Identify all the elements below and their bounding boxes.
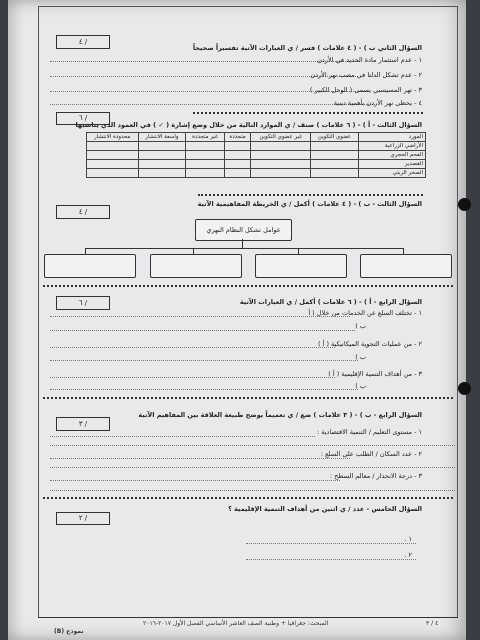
q4a-item: ب ) (355, 322, 366, 330)
section-separator (43, 497, 453, 499)
check-cell[interactable] (224, 160, 251, 169)
check-cell[interactable] (251, 151, 311, 160)
connector-line (242, 239, 243, 248)
punch-hole (458, 198, 471, 211)
table-header: المورد (359, 133, 426, 142)
q2b-item: ٢ - عدم تشكل الدلتا في مصب نهر الأردن (310, 71, 422, 79)
table-row (87, 151, 426, 160)
table-row (87, 160, 426, 169)
q4a-title: السؤال الرابع - أ ) - ( ٦ علامات ) أكمل / ي العبارات الآتية (239, 298, 422, 306)
check-cell[interactable] (311, 151, 359, 160)
table-header: متجددة (224, 133, 251, 142)
check-cell[interactable] (87, 142, 139, 151)
answer-line (50, 490, 455, 491)
check-cell[interactable] (186, 142, 224, 151)
section-separator (198, 194, 423, 196)
q4a-item: ب ) (355, 382, 366, 390)
q2b-title: السؤال الثاني ب ) - ( ٤ علامات ) فسر / ي العبارات الآتية تفسيراً صحيحاً (192, 44, 422, 52)
table-header: غير متجددة (186, 133, 224, 142)
check-cell[interactable] (311, 169, 359, 178)
q4a-item: ١ - تختلف السلع عن الخدمات من خلال ( أ (308, 309, 422, 317)
page-number: ٤ / ٣ (426, 620, 439, 627)
table-row (87, 169, 426, 178)
check-cell[interactable] (251, 160, 311, 169)
q5-title: السؤال الخامس - عدد / ي اثنين من أهداف التنمية الإقليمية ؟ (228, 505, 422, 513)
resource-label: الأراضي الزراعية (359, 142, 426, 151)
answer-line (50, 480, 340, 481)
footer-rule (38, 617, 458, 618)
answer-line (50, 61, 360, 62)
check-cell[interactable] (138, 160, 186, 169)
footer-info: المبحث: جغرافيا + وطنية الصف العاشر الأساسي الفصل الأول ٢٠١٧-٢٠١٦ (143, 620, 329, 627)
q4b-title: السؤال الرابع - ب ) - ( ٣ علامات ) ضع / ي تعميماً يوضح طبيعة العلاقة بين المفاهيم الآتية (138, 411, 422, 419)
check-cell[interactable] (224, 151, 251, 160)
table-row (87, 142, 426, 151)
section-separator (43, 285, 453, 287)
answer-line (50, 347, 335, 348)
exam-sheet (8, 0, 466, 640)
q4b-item: ٢ - عدد السكان / الطلب على السلع : (320, 450, 422, 458)
table-header: غير عضوي التكوين (251, 133, 311, 142)
check-cell[interactable] (87, 151, 139, 160)
q3a-title: السؤال الثالث - أ ) - ( ٦ علامات ) صنف / ي الموارد التالية من خلال وضع إشارة ( ✓ ) في العمود الذي يناسبها (75, 121, 422, 129)
check-cell[interactable] (138, 142, 186, 151)
score-box-q4b: ٣ / (56, 417, 110, 431)
q5-item: ١ . (404, 535, 412, 543)
answer-line (50, 389, 358, 390)
score-box-q4a: ٦ / (56, 296, 110, 310)
q4a-item: ٣ - من أهداف التنمية الإقليمية ( أ ) (328, 370, 422, 378)
resource-label: الصخر الزيتي (359, 169, 426, 178)
check-cell[interactable] (87, 160, 139, 169)
check-cell[interactable] (224, 142, 251, 151)
answer-line (50, 360, 358, 361)
answer-line (50, 104, 375, 105)
table-header: عضوي التكوين (311, 133, 359, 142)
table-header-row (87, 133, 426, 142)
concept-map-blank[interactable] (255, 254, 347, 278)
concept-map-blank[interactable] (150, 254, 242, 278)
punch-hole (458, 382, 471, 395)
score-box-q5: ٢ / (56, 512, 110, 525)
section-separator (43, 397, 453, 399)
q2b-item: ٤ - يحظى نهر الأردن بأهمية دينية (333, 99, 422, 107)
q4a-item: ٢ - من عمليات التجوية الميكانيكية ( أ ) (317, 340, 422, 348)
answer-line (50, 467, 455, 468)
check-cell[interactable] (311, 142, 359, 151)
check-cell[interactable] (138, 169, 186, 178)
answer-line (50, 377, 335, 378)
section-separator (193, 112, 423, 114)
answer-line (50, 445, 455, 446)
connector-line (85, 248, 403, 249)
q2b-item: ٣ - تهر المسيسبي يسمى ( الوحل الكبير ) (309, 86, 422, 94)
q5-item: ٢ . (404, 551, 412, 559)
answer-line (246, 543, 416, 544)
q3b-title: السؤال الثالث - ب ) - ( ٤ علامات ) أكمل / ي الخريطة المفاهيمية الآتية (197, 200, 422, 208)
score-box-q3b: ٤ / (56, 205, 110, 219)
q4a-item: ب ) (355, 353, 366, 361)
check-cell[interactable] (251, 142, 311, 151)
check-cell[interactable] (87, 169, 139, 178)
answer-line (50, 436, 315, 437)
check-cell[interactable] (186, 151, 224, 160)
check-cell[interactable] (251, 169, 311, 178)
table-header: محدودة الانتشار (87, 133, 139, 142)
score-box-q2b: ٤ / (56, 35, 110, 49)
answer-line (246, 559, 416, 560)
answer-line (50, 330, 355, 331)
concept-map-blank[interactable] (44, 254, 136, 278)
resource-label: الفحم الحجري (359, 151, 426, 160)
q2b-item: ١ - عدم استثمار مادة الحديد في الأردن (317, 56, 422, 64)
answer-line (50, 316, 350, 317)
q4b-item: ٣ - درجة الانحدار / معالم السطح : (329, 472, 422, 480)
check-cell[interactable] (186, 169, 224, 178)
check-cell[interactable] (224, 169, 251, 178)
resource-label: القصدير (359, 160, 426, 169)
check-cell[interactable] (186, 160, 224, 169)
answer-line (50, 458, 350, 459)
check-cell[interactable] (138, 151, 186, 160)
concept-map-root: عوامل تشكل النظام النهري (195, 219, 292, 241)
concept-map-blank[interactable] (360, 254, 452, 278)
score-box-q3a: ٦ / (56, 112, 110, 125)
check-cell[interactable] (311, 160, 359, 169)
table-header: واسعة الانتشار (138, 133, 186, 142)
resources-table (86, 132, 426, 178)
q4b-item: ١ - مستوى التعليم / التنمية الاقتصادية : (317, 428, 422, 436)
model-label: نموذج (B) (54, 628, 84, 635)
